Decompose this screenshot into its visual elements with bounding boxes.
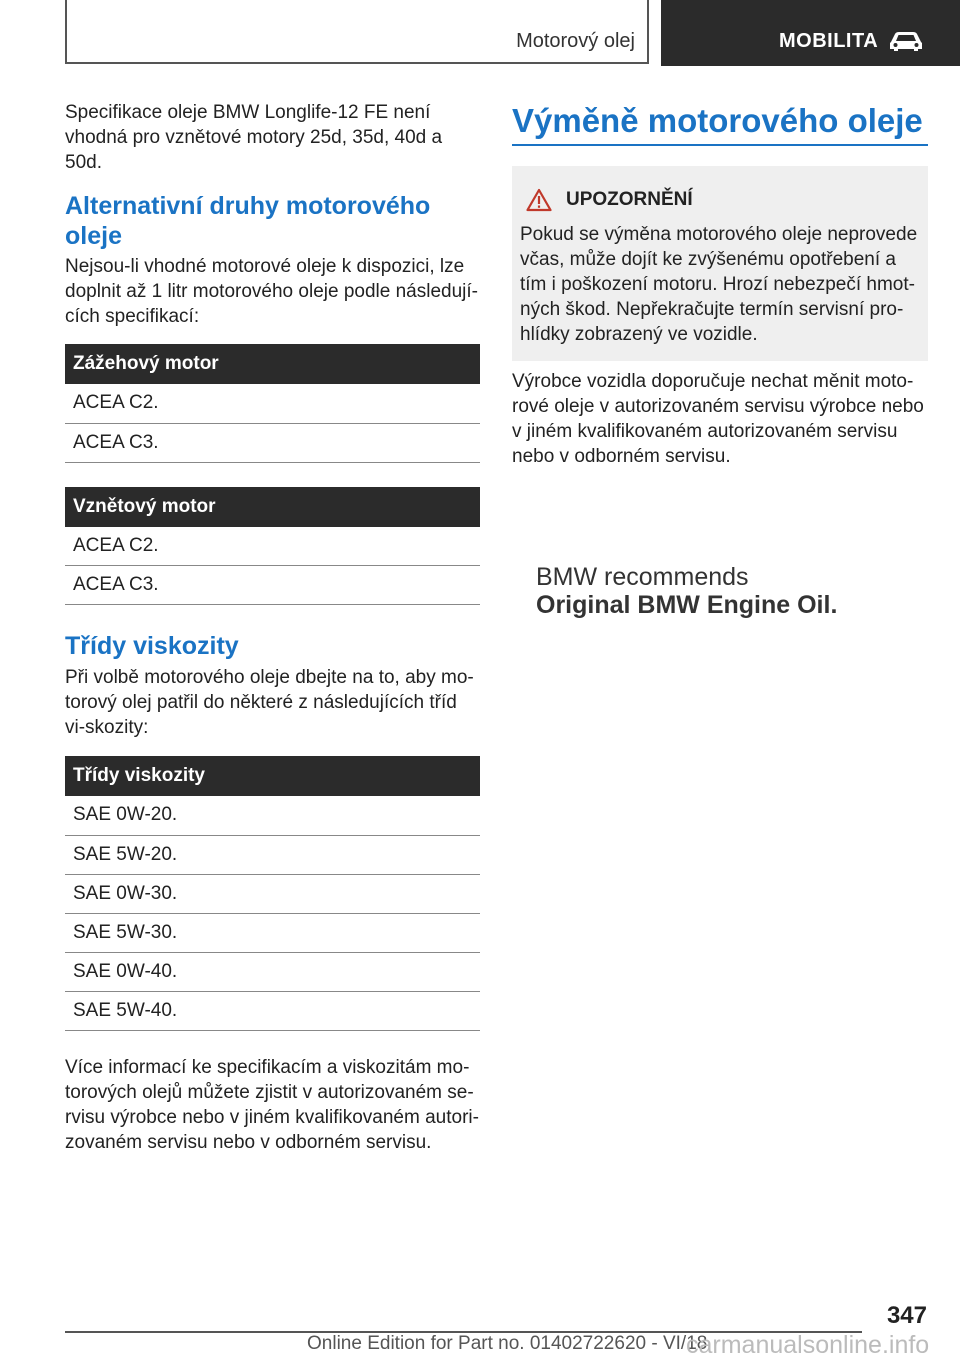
header-section-box: [65, 0, 649, 64]
heading-rule: [512, 144, 928, 146]
table-row: SAE 0W-40.: [65, 952, 480, 991]
warning-text: Pokud se výměna motorového oleje neprovede včas, může dojít ke zvýšenému opotřebení a tím i poškození motoru. Hrozí nebezpečí hmot-ných škod. Nepřekračujte termín servisní pro-hlídky zobrazený ve vozidle.: [520, 224, 918, 345]
warning-box: [512, 166, 928, 361]
table-row: SAE 5W-40.: [65, 991, 480, 1030]
outro-paragraph: Více informací ke specifikacím a viskozitám mo-torových olejů můžete zjistit v autorizovaném se-rvisu výrobce nebo v jiném kvalifikovaném autori-zovaném servisu nebo v odborném servisu.: [65, 1056, 479, 1153]
header-chapter-box: [661, 0, 960, 66]
intro-paragraph: Specifikace oleje BMW Longlife-12 FE není vhodná pro vznětové motory 25d, 35d, 40d a 50d.: [65, 102, 443, 173]
table-row: SAE 5W-30.: [65, 913, 480, 952]
table-row: ACEA C3.: [65, 566, 480, 605]
warning-title: UPOZORNĚNÍ: [566, 189, 693, 210]
footer-edition: Online Edition for Part no. 01402722620 - VI/18: [307, 1333, 708, 1354]
header-section-title: Motorový olej: [516, 30, 635, 52]
table-row: SAE 5W-20.: [65, 835, 480, 874]
warning-triangle-icon: [526, 188, 552, 212]
petrol-engine-table: [65, 344, 480, 463]
table-row: ACEA C3.: [65, 423, 480, 462]
right-column: [512, 100, 928, 619]
diesel-engine-table: [65, 487, 480, 606]
alt-oils-paragraph: Nejsou-li vhodné motorové oleje k dispozici, lze doplnit až 1 litr motorového oleje podle následují-cích specifikací:: [65, 256, 478, 327]
bmw-engine-oil-text: Original BMW Engine Oil.: [536, 591, 838, 619]
table-row: ACEA C2.: [65, 527, 480, 566]
header-chapter-title: MOBILITA: [779, 30, 879, 52]
table-header: Zážehový motor: [65, 344, 480, 384]
warning-title-row: [526, 188, 918, 212]
bmw-oil-logo: [536, 563, 928, 619]
viscosity-heading: Třídy viskozity: [65, 632, 239, 660]
viscosity-table: [65, 756, 480, 1031]
recommend-paragraph: Výrobce vozidla doporučuje nechat měnit moto-rové oleje v autorizovaném servisu výrobce nebo v jiném kvalifikovaném autorizovaném servisu nebo v odborném servisu.: [512, 371, 924, 467]
table-header: Třídy viskozity: [65, 756, 480, 796]
footer-watermark: carmanualsonline.info: [686, 1331, 930, 1359]
bmw-recommends-text: BMW recommends: [536, 563, 749, 591]
table-row: SAE 0W-20.: [65, 796, 480, 835]
oil-change-heading: Výměně motorového oleje: [512, 102, 923, 139]
car-icon: [888, 30, 924, 52]
table-row: ACEA C2.: [65, 384, 480, 423]
page-number: 347: [886, 1302, 927, 1329]
table-row: SAE 0W-30.: [65, 874, 480, 913]
table-header: Vznětový motor: [65, 487, 480, 527]
alt-oils-heading: Alternativní druhy motorového oleje: [65, 192, 431, 250]
viscosity-paragraph: Při volbě motorového oleje dbejte na to, aby mo-torový olej patřil do některé z následujících tříd vi-skozity:: [65, 667, 474, 738]
left-column: [65, 100, 480, 1155]
